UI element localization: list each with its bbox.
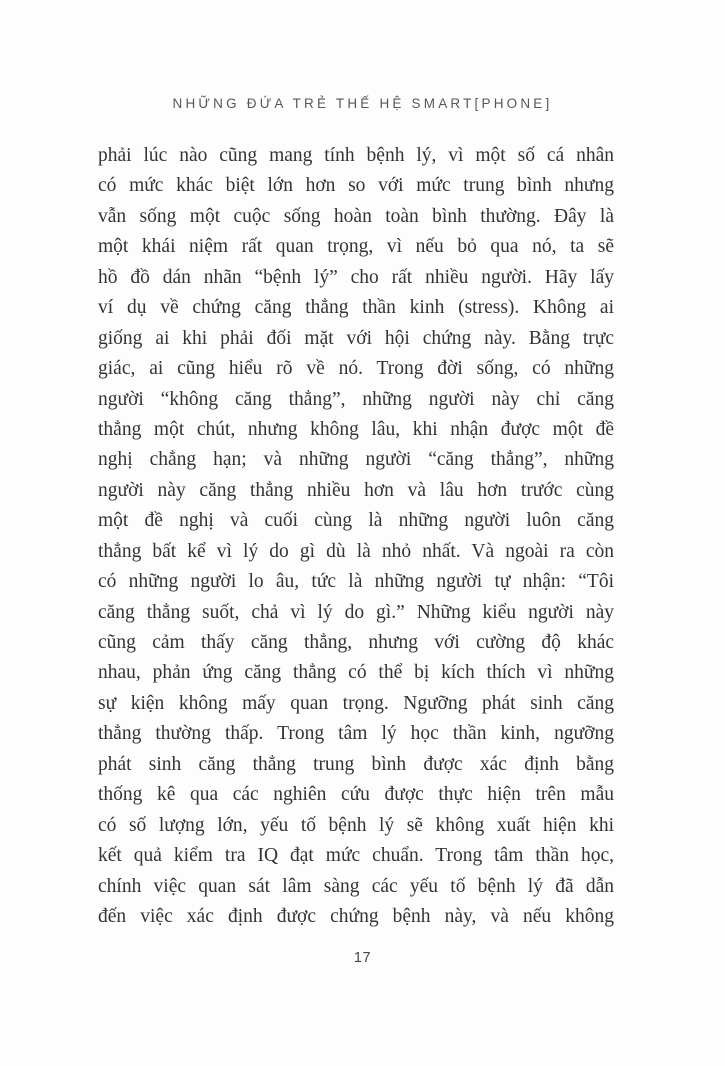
body-text-line: nhau, phản ứng căng thẳng có thể bị kích thích vì những bbox=[98, 662, 614, 684]
page-number: 17 bbox=[353, 950, 372, 966]
body-text-line: căng thẳng suốt, chả vì lý do gì.” Những kiểu người này bbox=[98, 601, 614, 623]
body-text-line: kết quả kiểm tra IQ đạt mức chuẩn. Trong tâm thần học, bbox=[98, 845, 614, 867]
body-text-line: phải lúc nào cũng mang tính bệnh lý, vì một số cá nhân bbox=[98, 145, 614, 166]
body-text-line: thẳng thường thấp. Trong tâm lý học thần kinh, ngưỡng bbox=[98, 723, 614, 745]
body-text-line: một khái niệm rất quan trọng, vì nếu bỏ qua nó, ta sẽ bbox=[98, 236, 614, 258]
body-text-line: có những người lo âu, tức là những người tự nhận: “Tôi bbox=[98, 571, 614, 593]
body-text-line: thẳng một chút, nhưng không lâu, khi nhận được một đề bbox=[98, 418, 614, 440]
body-text-line: sự kiện không mấy quan trọng. Ngưỡng phát sinh căng bbox=[98, 692, 614, 714]
body-text bbox=[98, 141, 614, 932]
body-text-line: giống ai khi phải đối mặt với hội chứng này. Bằng trực bbox=[98, 327, 614, 349]
body-text-line: có mức khác biệt lớn hơn so với mức trung bình nhưng bbox=[98, 175, 614, 197]
body-text-line: một đề nghị và cuối cùng là những người luôn căng bbox=[98, 510, 614, 532]
running-header: NHỮNG ĐỨA TRẺ THẾ HỆ SMART[PHONE] bbox=[172, 96, 553, 111]
body-text-line: chính việc quan sát lâm sàng các yếu tố bệnh lý đã dẫn bbox=[98, 875, 614, 897]
body-text-line: hồ đồ dán nhãn “bệnh lý” cho rất nhiều người. Hãy lấy bbox=[98, 266, 614, 288]
body-text-line: thẳng bất kể vì lý do gì dù là nhỏ nhất. Và ngoài ra còn bbox=[98, 540, 614, 562]
body-text-line: ví dụ về chứng căng thẳng thần kinh (stress). Không ai bbox=[98, 297, 614, 319]
body-text-line: người “không căng thẳng”, những người này chỉ căng bbox=[98, 388, 614, 410]
body-text-line: vẫn sống một cuộc sống hoàn toàn bình thường. Đây là bbox=[98, 205, 614, 227]
body-text-line: giác, ai cũng hiểu rõ về nó. Trong đời sống, có những bbox=[98, 358, 614, 380]
body-text-line: thống kê qua các nghiên cứu được thực hiện trên mẫu bbox=[98, 784, 614, 806]
body-text-line: người này căng thẳng nhiều hơn và lâu hơn trước cùng bbox=[98, 479, 614, 501]
body-text-line: đến việc xác định được chứng bệnh này, và nếu không bbox=[98, 905, 614, 927]
body-text-line: nghị chẳng hạn; và những người “căng thẳng”, những bbox=[98, 449, 614, 471]
body-text-line: có số lượng lớn, yếu tố bệnh lý sẽ không xuất hiện khi bbox=[98, 814, 614, 836]
body-text-line: cũng cảm thấy căng thẳng, nhưng với cường độ khác bbox=[98, 632, 614, 653]
body-text-line: phát sinh căng thẳng trung bình được xác định bằng bbox=[98, 753, 614, 775]
